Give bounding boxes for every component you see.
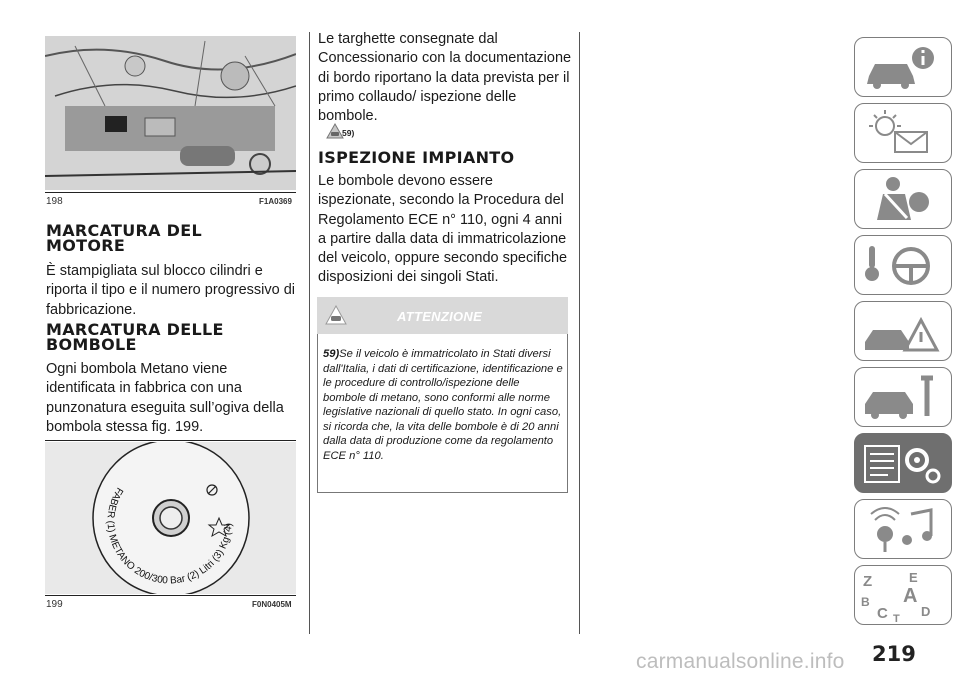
engine-marking-text: È stampigliata sul blocco cilindri e riporta il tipo e il numero progressivo di fabbricazione. xyxy=(46,263,296,318)
multimedia-icon xyxy=(855,500,951,558)
svg-text:E: E xyxy=(909,570,918,585)
figure-199-number: 199 xyxy=(46,599,63,610)
column-divider xyxy=(309,32,310,634)
dashboard-lights-icon xyxy=(855,104,951,162)
svg-text:B: B xyxy=(861,595,870,609)
figure-198-code: F1A0369 xyxy=(259,197,292,206)
tab-emergency[interactable] xyxy=(854,301,952,361)
svg-text:Z: Z xyxy=(863,573,873,590)
right-margin-divider xyxy=(579,32,580,634)
tank-marking-text: Ogni bombola Metano viene identificata in fabbrica con una punzonatura eseguita sull’ogiva della bombola stessa fig. 199. xyxy=(46,361,284,435)
warning-triangle-icon xyxy=(325,305,347,325)
emergency-icon xyxy=(855,302,951,360)
steering-wheel-key-icon xyxy=(855,236,951,294)
tab-car-info[interactable] xyxy=(854,37,952,97)
note-reference: 59) xyxy=(342,128,355,138)
svg-text:D: D xyxy=(921,604,931,619)
page-number: 219 xyxy=(872,642,916,666)
figure-199-top-rule xyxy=(45,440,296,441)
tab-maintenance[interactable] xyxy=(854,367,952,427)
tank-stamp-illustration xyxy=(45,442,296,594)
car-maintenance-icon xyxy=(855,368,951,426)
svg-text:C: C xyxy=(877,605,888,622)
tab-index[interactable] xyxy=(854,565,952,625)
figure-199-code: F0N0405M xyxy=(252,600,292,609)
figure-198-caption-rule xyxy=(45,192,296,193)
warning-title: ATTENZIONE xyxy=(397,309,483,324)
tank-marking-heading: MARCATURA DELLE BOMBOLE xyxy=(46,320,224,354)
warning-ref: 59) xyxy=(323,348,340,360)
car-info-icon xyxy=(855,38,951,96)
tab-dashboard[interactable] xyxy=(854,103,952,163)
safety-icon xyxy=(855,170,951,228)
inspection-heading: ISPEZIONE IMPIANTO xyxy=(318,148,515,167)
inspection-text: Le bombole devono essere ispezionate, secondo la Procedura del Regolamento ECE n° 110, ogni 4 anni a partire dalla data di immatricolazione del veicolo, oppure secondo specifiche disposizioni dei singoli Stati. xyxy=(318,173,568,286)
technical-data-icon xyxy=(855,434,951,492)
watermark: carmanualsonline.info xyxy=(636,650,845,673)
svg-text:T: T xyxy=(893,613,900,624)
engine-marking-heading: MARCATURA DEL MOTORE xyxy=(46,221,202,255)
svg-text:A: A xyxy=(903,585,918,607)
index-letters-icon xyxy=(855,566,951,624)
figure-198-engine-photo xyxy=(45,36,296,190)
tab-multimedia[interactable] xyxy=(854,499,952,559)
figure-199-caption-rule xyxy=(45,595,296,596)
figure-199-tank-stamp xyxy=(45,442,296,594)
figure-198-number: 198 xyxy=(46,196,63,207)
engine-bay-illustration xyxy=(45,36,296,190)
tab-safety[interactable] xyxy=(854,169,952,229)
warning-text: 59)Se il veicolo è immatricolato in Stati diversi dall'Italia, i dati di certificazione, identificazione e le procedure di controllo/ispezione delle bombole di metano, sono conformi alle norme legislative nazionali di quello stato. In ogni caso, si ricorda che, la vita delle bombole è di 20 anni dalla data di produzione come da regolamento ECE n° 110. xyxy=(323,348,563,462)
tab-technical-data[interactable] xyxy=(854,433,952,493)
tab-starting-driving[interactable] xyxy=(854,235,952,295)
plates-text: Le targhette consegnate dal Concessionario con la documentazione di bordo riportano la data prevista per il primo collaudo/ ispezione delle bombole. xyxy=(318,31,572,125)
stamp-arc-text: FABER (1) METANO 200/300 Bar (2) Litri (3) Kg (4) xyxy=(104,485,235,587)
